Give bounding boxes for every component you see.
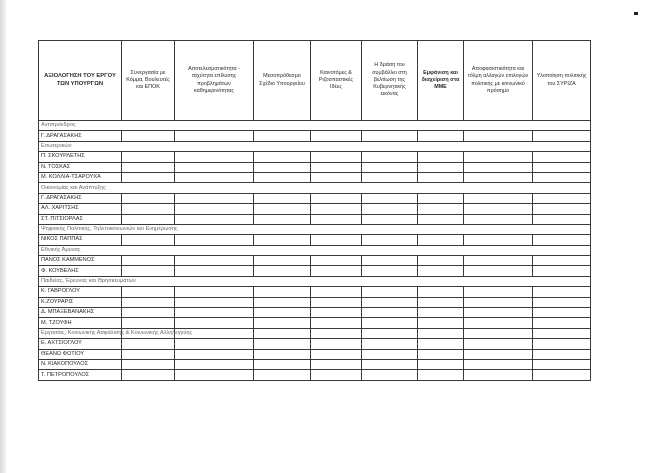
rating-cell[interactable] [254, 152, 311, 162]
header-government-image: Η δράση του συμβάλλει στη βελτίωση της Κυβερνητικής εικόνας [362, 41, 418, 121]
rating-cell[interactable] [122, 131, 175, 141]
rating-cell[interactable] [122, 235, 175, 245]
rating-cell[interactable] [464, 308, 533, 318]
rating-cell[interactable] [362, 256, 418, 266]
minister-name: ΣΤ. ΠΙΤΣΙΟΡΛΑΣ [39, 214, 122, 224]
rating-cell[interactable] [311, 339, 362, 349]
section-row [39, 183, 591, 193]
rating-cell[interactable] [533, 328, 591, 338]
rating-cell[interactable] [464, 256, 533, 266]
minister-name: Κ. ΓΑΒΡΟΓΛΟΥ [39, 287, 122, 297]
rating-cell[interactable] [254, 266, 311, 276]
rating-cell[interactable] [311, 131, 362, 141]
rating-cell[interactable] [418, 349, 464, 359]
minister-evaluation-table [38, 40, 591, 381]
table-row [39, 162, 591, 172]
rating-cell[interactable] [122, 370, 175, 380]
rating-cell[interactable] [254, 193, 311, 203]
rating-cell[interactable] [533, 266, 591, 276]
rating-cell[interactable] [362, 193, 418, 203]
rating-cell[interactable] [122, 266, 175, 276]
section-filler [122, 245, 591, 255]
table-row [39, 318, 591, 328]
scan-mark [634, 12, 638, 15]
table-row [39, 214, 591, 224]
rating-cell[interactable] [418, 172, 464, 182]
rating-cell[interactable] [362, 318, 418, 328]
minister-name: Γ. ΔΡΑΓΑΣΑΚΗΣ [39, 131, 122, 141]
table-row [39, 193, 591, 203]
rating-cell[interactable] [254, 297, 311, 307]
section-row [39, 224, 591, 234]
rating-cell[interactable] [362, 339, 418, 349]
minister-name: Γ. ΔΡΑΓΑΣΑΚΗΣ [39, 193, 122, 203]
rating-cell[interactable] [418, 152, 464, 162]
rating-cell[interactable] [464, 297, 533, 307]
section-row [39, 141, 591, 151]
rating-cell[interactable] [175, 131, 254, 141]
rating-cell[interactable] [362, 214, 418, 224]
rating-cell[interactable] [362, 131, 418, 141]
rating-cell[interactable] [418, 162, 464, 172]
rating-cell[interactable] [175, 287, 254, 297]
section-filler [122, 141, 591, 151]
rating-cell[interactable] [175, 256, 254, 266]
rating-cell[interactable] [254, 287, 311, 297]
ministry-label: Παιδείας, Έρευνας και Θρησκευμάτων [39, 276, 122, 286]
rating-cell[interactable] [533, 152, 591, 162]
minister-name: Δ. ΜΠΑΞΕΒΑΝΑΚΗΣ [39, 308, 122, 318]
rating-cell[interactable] [418, 328, 464, 338]
rating-cell[interactable] [464, 235, 533, 245]
rating-cell[interactable] [175, 359, 254, 369]
rating-cell[interactable] [311, 349, 362, 359]
table-row [39, 131, 591, 141]
ministry-label: Οικονομίας και Ανάπτυξης [39, 183, 122, 193]
rating-cell[interactable] [533, 359, 591, 369]
table-row [39, 297, 591, 307]
rating-cell[interactable] [122, 256, 175, 266]
rating-cell[interactable] [175, 318, 254, 328]
rating-cell[interactable] [464, 204, 533, 214]
rating-cell[interactable] [311, 193, 362, 203]
rating-cell[interactable] [254, 349, 311, 359]
rating-cell[interactable] [362, 287, 418, 297]
rating-cell[interactable] [122, 349, 175, 359]
minister-name: Φ. ΚΟΥΒΕΛΗΣ [39, 266, 122, 276]
minister-name: ΠΑΝΟΣ ΚΑΜΜΕΝΟΣ [39, 256, 122, 266]
minister-name: ΑΛ. ΧΑΡΙΤΣΗΣ [39, 204, 122, 214]
rating-cell[interactable] [311, 235, 362, 245]
ministry-label: Αντιπρόεδρος [39, 121, 122, 131]
rating-cell[interactable] [175, 297, 254, 307]
rating-cell[interactable] [175, 172, 254, 182]
table-row [39, 349, 591, 359]
section-filler [122, 224, 591, 234]
rating-cell[interactable] [418, 359, 464, 369]
rating-cell[interactable] [533, 318, 591, 328]
rating-cell[interactable] [362, 328, 418, 338]
header-syriza-policy: Υλοποίηση πολιτικής του ΣΥΡΙΖΑ [533, 41, 591, 121]
rating-cell[interactable] [418, 339, 464, 349]
rating-cell[interactable] [464, 214, 533, 224]
rating-cell[interactable] [122, 214, 175, 224]
rating-cell[interactable] [533, 349, 591, 359]
rating-cell[interactable] [311, 359, 362, 369]
minister-name: Ε. ΑΧΤΣΙΟΓΛΟΥ [39, 339, 122, 349]
rating-cell[interactable] [533, 131, 591, 141]
table-row [39, 266, 591, 276]
rating-cell[interactable] [175, 266, 254, 276]
rating-cell[interactable] [533, 162, 591, 172]
rating-cell[interactable] [254, 308, 311, 318]
section-row [39, 328, 591, 338]
rating-cell[interactable] [311, 318, 362, 328]
rating-cell[interactable] [311, 172, 362, 182]
rating-cell[interactable] [254, 256, 311, 266]
rating-cell[interactable] [122, 172, 175, 182]
table-row [39, 152, 591, 162]
rating-cell[interactable] [254, 339, 311, 349]
section-row [39, 276, 591, 286]
section-filler [122, 276, 591, 286]
section-filler [122, 121, 591, 131]
rating-cell[interactable] [418, 204, 464, 214]
minister-name: Μ. ΚΟΛΛΙΑ-ΤΣΑΡΟΥΧΑ [39, 172, 122, 182]
rating-cell[interactable] [418, 214, 464, 224]
rating-cell[interactable] [464, 370, 533, 380]
rating-cell[interactable] [464, 328, 533, 338]
rating-cell[interactable] [311, 266, 362, 276]
rating-cell[interactable] [533, 235, 591, 245]
rating-cell[interactable] [418, 131, 464, 141]
table-row [39, 256, 591, 266]
rating-cell[interactable] [418, 287, 464, 297]
rating-cell[interactable] [175, 204, 254, 214]
rating-cell[interactable] [464, 152, 533, 162]
rating-cell[interactable] [175, 308, 254, 318]
rating-cell[interactable] [533, 214, 591, 224]
scan-shadow-edge [0, 0, 6, 473]
rating-cell[interactable] [464, 172, 533, 182]
rating-cell[interactable] [175, 193, 254, 203]
rating-cell[interactable] [418, 370, 464, 380]
rating-cell[interactable] [122, 359, 175, 369]
rating-cell[interactable] [418, 318, 464, 328]
table-row [39, 172, 591, 182]
header-cooperation: Συνεργασία με Κόμμα, Βουλευτές και ΕΠΟΚ [122, 41, 175, 121]
minister-name: ΘΕΑΝΩ ΦΩΤΙΟΥ [39, 349, 122, 359]
rating-cell[interactable] [418, 193, 464, 203]
rating-cell[interactable] [311, 308, 362, 318]
rating-cell[interactable] [464, 339, 533, 349]
header-midterm-plan: Μεσοπρόθεσμο Σχέδιο Υπουργείου [254, 41, 311, 121]
rating-cell[interactable] [362, 152, 418, 162]
minister-name: Κ.ΖΟΥΡΑΡΙΣ [39, 297, 122, 307]
rating-cell[interactable] [533, 193, 591, 203]
rating-cell[interactable] [122, 318, 175, 328]
rating-cell[interactable] [175, 370, 254, 380]
rating-cell[interactable] [175, 152, 254, 162]
rating-cell[interactable] [254, 172, 311, 182]
header-evaluation: ΑΞΙΟΛΟΓΗΣΗ ΤΟΥ ΕΡΓΟΥ ΤΩΝ ΥΠΟΥΡΓΩΝ [39, 41, 122, 121]
section-filler [122, 183, 591, 193]
ministry-label: Εργασίας, Κοινωνικής Ασφάλισης & Κοινωνικής Αλληλεγγύης [39, 328, 122, 338]
rating-cell[interactable] [254, 204, 311, 214]
header-media-presence: Εμφάνιση και διαχείριση στα ΜΜΕ [418, 41, 464, 121]
rating-cell[interactable] [362, 204, 418, 214]
rating-cell[interactable] [311, 256, 362, 266]
rating-cell[interactable] [533, 172, 591, 182]
rating-cell[interactable] [254, 162, 311, 172]
minister-name: Ν. ΚΙΑΚΟΠΟΥΛΟΣ [39, 359, 122, 369]
rating-cell[interactable] [362, 266, 418, 276]
minister-name: Π. ΣΚΟΥΡΛΕΤΗΣ [39, 152, 122, 162]
rating-cell[interactable] [464, 359, 533, 369]
rating-cell[interactable] [311, 328, 362, 338]
rating-cell[interactable] [122, 162, 175, 172]
table-row [39, 370, 591, 380]
rating-cell[interactable] [464, 193, 533, 203]
rating-cell[interactable] [362, 359, 418, 369]
rating-cell[interactable] [362, 308, 418, 318]
rating-cell[interactable] [418, 235, 464, 245]
rating-cell[interactable] [464, 162, 533, 172]
minister-name: ΝΙΚΟΣ ΠΑΠΠΑΣ [39, 235, 122, 245]
rating-cell[interactable] [122, 339, 175, 349]
rating-cell[interactable] [254, 214, 311, 224]
rating-cell[interactable] [362, 172, 418, 182]
rating-cell[interactable] [533, 370, 591, 380]
rating-cell[interactable] [254, 131, 311, 141]
rating-cell[interactable] [418, 256, 464, 266]
section-row [39, 121, 591, 131]
rating-cell[interactable] [122, 308, 175, 318]
ministry-label: Εσωτερικών [39, 141, 122, 151]
table-row [39, 359, 591, 369]
rating-cell[interactable] [418, 308, 464, 318]
rating-cell[interactable] [311, 152, 362, 162]
rating-cell[interactable] [533, 204, 591, 214]
rating-cell[interactable] [533, 308, 591, 318]
rating-cell[interactable] [311, 370, 362, 380]
rating-cell[interactable] [464, 287, 533, 297]
header-effectiveness: Αποτελεσματικότητα - ταχύτητα επίλυσης προβλημάτων καθημερινότητας [175, 41, 254, 121]
rating-cell[interactable] [533, 256, 591, 266]
table-row [39, 339, 591, 349]
rating-cell[interactable] [362, 297, 418, 307]
header-decisiveness: Αποφασιστικότητα και τόλμη αλλαγών επιλογών πολιτικής με κοινωνικό πρόσημο [464, 41, 533, 121]
rating-cell[interactable] [175, 214, 254, 224]
header-row [39, 41, 591, 121]
rating-cell[interactable] [175, 349, 254, 359]
ministry-label: Εθνικής Άμυνας [39, 245, 122, 255]
rating-cell[interactable] [175, 162, 254, 172]
table-row [39, 287, 591, 297]
section-row [39, 245, 591, 255]
rating-cell[interactable] [362, 162, 418, 172]
rating-cell[interactable] [362, 349, 418, 359]
rating-cell[interactable] [464, 349, 533, 359]
rating-cell[interactable] [311, 162, 362, 172]
rating-cell[interactable] [254, 370, 311, 380]
rating-cell[interactable] [175, 235, 254, 245]
rating-cell[interactable] [533, 287, 591, 297]
rating-cell[interactable] [254, 359, 311, 369]
rating-cell[interactable] [122, 297, 175, 307]
rating-cell[interactable] [311, 287, 362, 297]
rating-cell[interactable] [311, 204, 362, 214]
rating-cell[interactable] [418, 297, 464, 307]
rating-cell[interactable] [464, 266, 533, 276]
minister-name: Ν. ΤΟΣΚΑΣ [39, 162, 122, 172]
rating-cell[interactable] [362, 235, 418, 245]
minister-name: Τ. ΠΕΤΡΟΠΟΥΛΟΣ [39, 370, 122, 380]
rating-cell[interactable] [311, 297, 362, 307]
rating-cell[interactable] [418, 266, 464, 276]
rating-cell[interactable] [362, 370, 418, 380]
rating-cell[interactable] [122, 152, 175, 162]
table-row [39, 204, 591, 214]
header-innovative-ideas: Καινοτόμες & Ριζοσπαστικές Ιδέες [311, 41, 362, 121]
rating-cell[interactable] [122, 287, 175, 297]
rating-cell[interactable] [254, 328, 311, 338]
rating-cell[interactable] [533, 297, 591, 307]
ministry-label: Ψηφιακής Πολιτικής, Τηλεπικοινωνιών και Ενημέρωσης [39, 224, 122, 234]
rating-cell[interactable] [122, 204, 175, 214]
rating-cell[interactable] [175, 339, 254, 349]
rating-cell[interactable] [311, 214, 362, 224]
evaluation-form [38, 40, 590, 400]
rating-cell[interactable] [533, 339, 591, 349]
rating-cell[interactable] [464, 318, 533, 328]
rating-cell[interactable] [254, 235, 311, 245]
minister-name: Μ. ΤΖΟΥΦΗ [39, 318, 122, 328]
rating-cell[interactable] [464, 131, 533, 141]
table-row [39, 235, 591, 245]
table-body [39, 121, 591, 381]
rating-cell[interactable] [122, 193, 175, 203]
rating-cell[interactable] [254, 318, 311, 328]
table-row [39, 308, 591, 318]
